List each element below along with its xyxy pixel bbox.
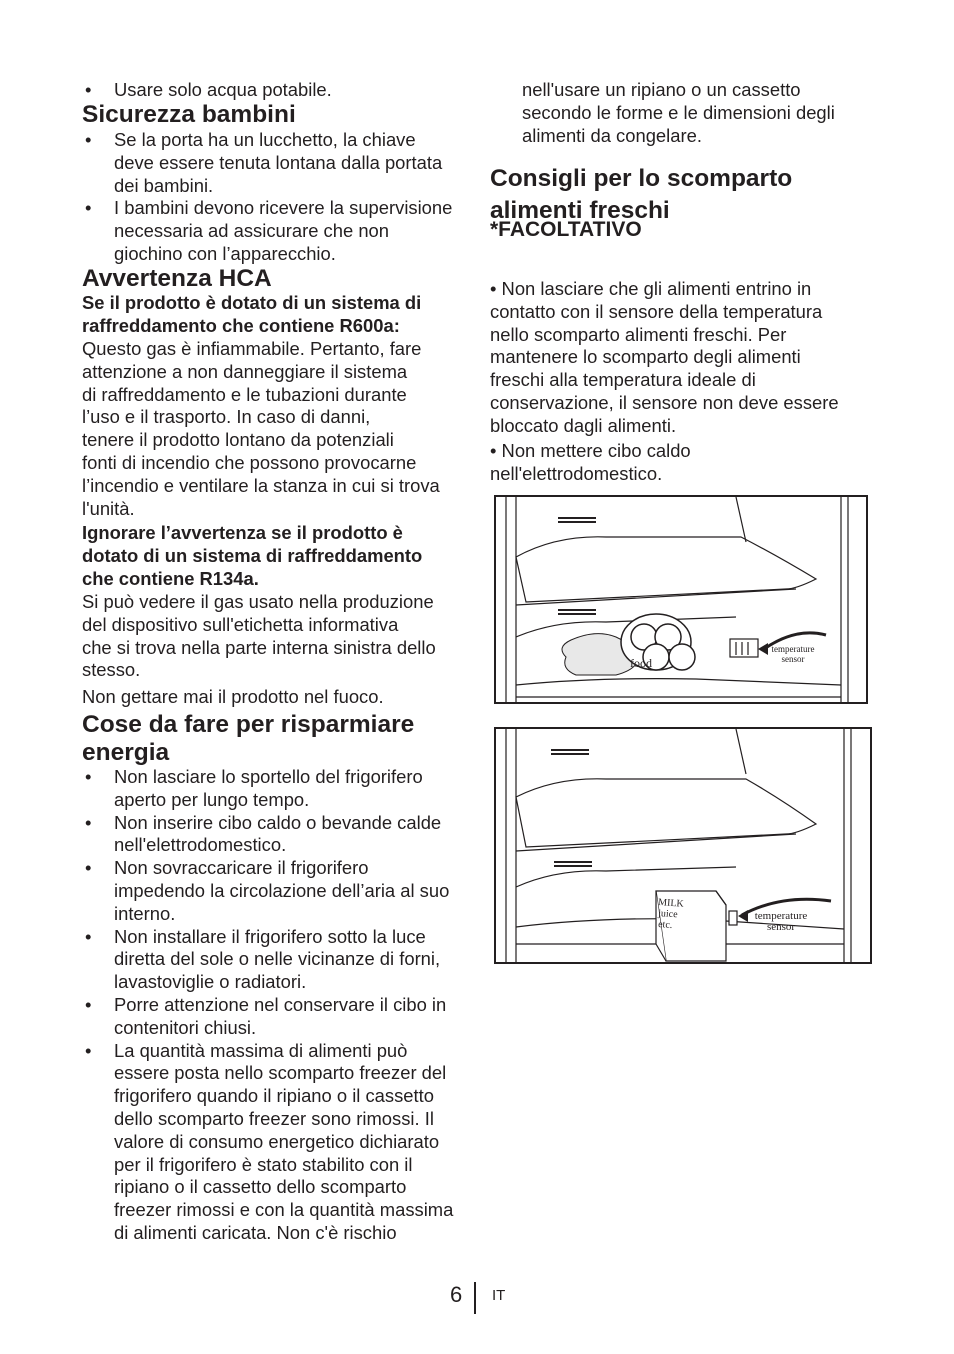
heading-line: energia xyxy=(82,739,170,766)
text-line: alimenti da congelare. xyxy=(522,124,702,146)
carton-label: MILK xyxy=(657,897,685,910)
page-number: 6 xyxy=(450,1282,463,1307)
bullet-icon: • xyxy=(85,79,92,100)
text-line: fonti di incendio che possono provocarne xyxy=(82,451,417,473)
children-bullet-list xyxy=(82,129,467,266)
text-line: l’incendio e ventilare la stanza in cui si trova xyxy=(82,474,440,496)
text-line: l'unità. xyxy=(82,497,135,519)
section-heading-energia xyxy=(82,711,472,767)
fridge-shelf-illustration-1 xyxy=(496,497,866,702)
continuation-paragraph xyxy=(522,79,882,147)
text-line: Questo gas è infiammabile. Pertanto, fare xyxy=(82,338,422,359)
text-line: di raffreddamento e le tubazioni durante xyxy=(82,383,407,405)
list-item-line: ripiano o il cassetto dello scomparto xyxy=(114,1176,407,1198)
list-item-line: La quantità massima di alimenti può xyxy=(114,1039,408,1061)
bold-line: Ignorare l’avvertenza se il prodotto è xyxy=(82,522,403,543)
list-item-line: per il frigorifero è stato stabilito con il xyxy=(114,1153,413,1175)
text-line: attenzione a non danneggiare il sistema xyxy=(82,360,408,382)
heading-line: alimenti freschi xyxy=(490,197,670,224)
list-item xyxy=(82,197,467,265)
list-item xyxy=(82,994,467,1040)
list-item-line: nell'elettrodomestico. xyxy=(114,834,287,856)
list-item-line: dei bambini. xyxy=(114,174,214,196)
bold-line: Se il prodotto è dotato di un sistema di xyxy=(82,292,422,313)
carton-label: etc. xyxy=(657,919,673,931)
text-line: nello scomparto alimenti freschi. Per xyxy=(490,323,787,345)
list-item-line: I bambini devono ricevere la supervisione xyxy=(114,197,453,219)
list-item-line: Non installare il frigorifero sotto la luce xyxy=(114,925,426,947)
bold-line: raffreddamento che contiene R600a: xyxy=(82,314,400,336)
text-line: nell'usare un ripiano o un cassetto xyxy=(522,79,801,100)
list-item-line: necessaria ad assicurare che non xyxy=(114,220,389,242)
list-item xyxy=(82,1040,467,1245)
r134-paragraph xyxy=(82,591,472,682)
food-label: food xyxy=(630,656,652,670)
list-item-line: Se la porta ha un lucchetto, la chiave xyxy=(114,129,416,150)
list-item-line: freezer rimossi e con la quantità massima xyxy=(114,1199,454,1221)
bullet-icon: • xyxy=(85,993,92,1015)
text-line: nell'elettrodomestico. xyxy=(490,462,663,484)
list-item-line: lavastoviglie o radiatori. xyxy=(114,971,307,993)
list-item-line: aperto per lungo tempo. xyxy=(114,788,310,810)
text-line: del dispositivo sull'etichetta informativa xyxy=(82,613,399,635)
hca-bold-intro xyxy=(82,292,467,338)
list-item xyxy=(82,857,467,925)
text-line: contatto con il sensore della temperatura xyxy=(490,300,823,322)
carton-label: juice xyxy=(657,908,678,921)
fridge-shelf-illustration-2 xyxy=(496,729,870,962)
heading-line: Cose da fare per risparmiare xyxy=(82,711,415,738)
list-item-line: frigorifero quando il ripiano o il cassetto xyxy=(114,1085,434,1107)
list-item xyxy=(82,812,467,858)
energy-bullet-list xyxy=(82,766,467,1245)
hca-paragraph xyxy=(82,338,472,520)
text-line: stesso. xyxy=(82,659,141,681)
fresh-paragraph-2 xyxy=(490,440,880,486)
list-item xyxy=(82,766,467,812)
list-item-line: interno. xyxy=(114,902,176,924)
text-line: • Non lasciare che gli alimenti entrino in xyxy=(490,278,812,299)
list-item: • Usare solo acqua potabile. xyxy=(85,79,332,100)
sensor-label: sensor xyxy=(781,654,805,664)
list-item-line: Porre attenzione nel conservare il cibo in xyxy=(114,993,447,1015)
list-item-line: giochino con l’apparecchio. xyxy=(114,242,336,264)
text-line: • Non mettere cibo caldo xyxy=(490,440,691,461)
list-item-line: Non inserire cibo caldo o bevande calde xyxy=(114,811,442,833)
sensor-label: temperature xyxy=(771,644,815,654)
bold-line: che contiene R134a. xyxy=(82,567,259,589)
text-line: tenere il prodotto lontano da potenziali xyxy=(82,429,394,451)
list-item-line: essere posta nello scomparto freezer del xyxy=(114,1062,447,1084)
text-line: freschi alla temperatura ideale di xyxy=(490,369,756,391)
section-subheading-facoltativo: *FACOLTATIVO xyxy=(490,218,642,241)
list-item-line: contenitori chiusi. xyxy=(114,1016,257,1038)
text-line: l’uso e il trasporto. In caso di danni, xyxy=(82,406,371,428)
section-heading-sicurezza: Sicurezza bambini xyxy=(82,101,296,128)
text-line: secondo le forme e le dimensioni degli xyxy=(522,101,835,123)
bullet-icon: • xyxy=(85,129,92,150)
list-item-line: dello scomparto freezer sono rimossi. Il xyxy=(114,1107,434,1129)
r134-bold-intro xyxy=(82,522,472,590)
fresh-paragraph-1 xyxy=(490,278,880,438)
text-line: mantenere lo scomparto degli alimenti xyxy=(490,346,801,368)
bullet-icon: • xyxy=(85,857,92,879)
list-item xyxy=(82,129,467,197)
footer-divider xyxy=(474,1282,476,1314)
sensor-label: temperature xyxy=(754,910,808,922)
bullet-icon: • xyxy=(85,197,92,219)
heading-line: Consigli per lo scomparto xyxy=(490,165,793,192)
page-language: IT xyxy=(492,1287,506,1304)
list-item xyxy=(82,926,467,994)
figure-milk-sensor xyxy=(494,727,872,964)
text-line: bloccato dagli alimenti. xyxy=(490,414,677,436)
sensor-label: sensor xyxy=(766,921,796,933)
list-item-line: di alimenti caricata. Non c'è rischio xyxy=(114,1221,397,1243)
list-item-line: Non lasciare lo sportello del frigorifero xyxy=(114,766,423,787)
bold-line: dotato di un sistema di raffreddamento xyxy=(82,544,423,566)
figure-food-sensor xyxy=(494,495,868,704)
list-item-line: impedendo la circolazione dell’aria al suo xyxy=(114,879,450,901)
bullet-icon: • xyxy=(85,811,92,833)
bullet-icon: • xyxy=(85,925,92,947)
text-line: Si può vedere il gas usato nella produzione xyxy=(82,591,434,612)
bullet-icon: • xyxy=(85,766,92,787)
fire-warning-line: Non gettare mai il prodotto nel fuoco. xyxy=(82,686,384,707)
list-item-line: diretta del sole o nelle vicinanze di forni, xyxy=(114,948,441,970)
text-line: conservazione, il sensore non deve essere xyxy=(490,391,839,413)
text-line: che si trova nella parte interna sinistra dello xyxy=(82,636,436,658)
list-item-line: valore di consumo energetico dichiarato xyxy=(114,1130,440,1152)
list-item-line: Non sovraccaricare il frigorifero xyxy=(114,857,369,879)
section-heading-hca: Avvertenza HCA xyxy=(82,265,272,292)
bullet-icon: • xyxy=(85,1039,92,1061)
list-item-line: deve essere tenuta lontana dalla portata xyxy=(114,151,443,173)
